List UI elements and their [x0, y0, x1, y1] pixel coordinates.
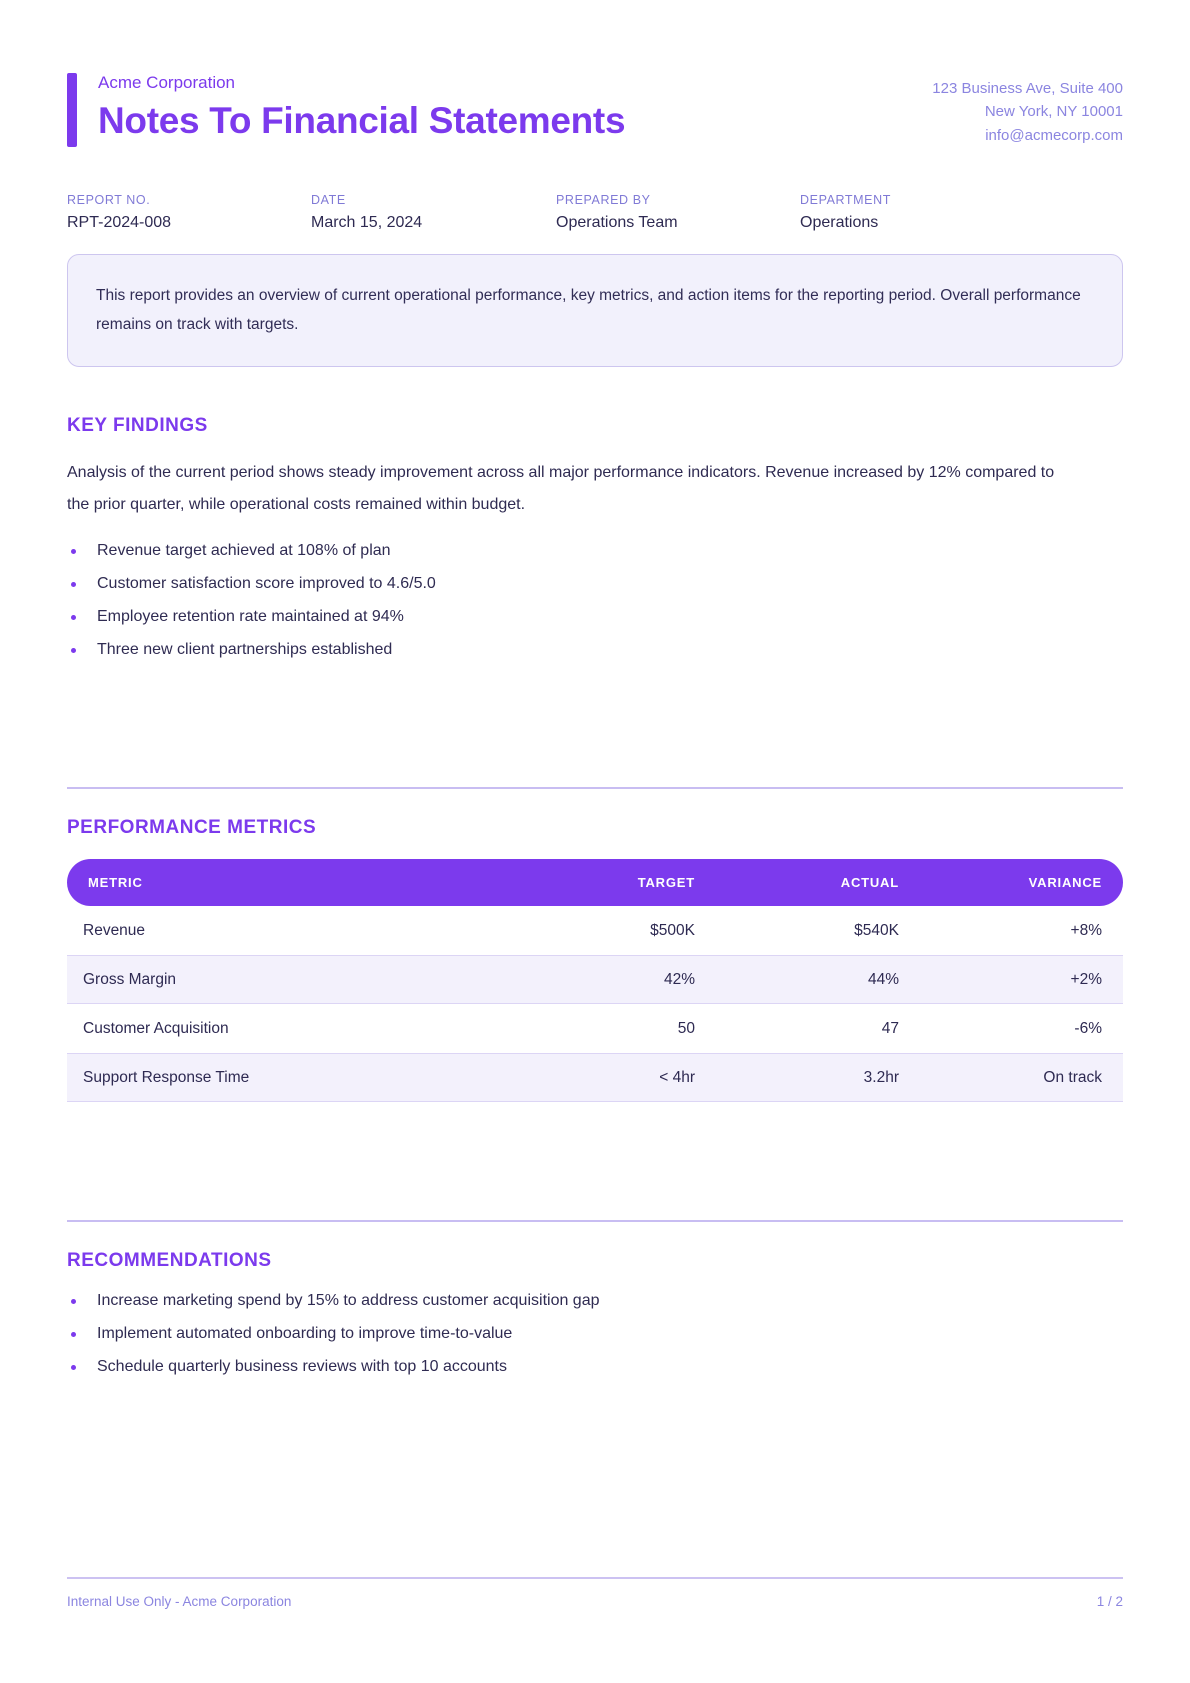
table-header-row — [67, 859, 1123, 906]
bullet-icon — [71, 582, 76, 587]
key-findings-list — [67, 542, 1123, 659]
cell-metric: Support Response Time — [83, 1068, 250, 1086]
table-row — [67, 906, 1123, 955]
column-header-target: TARGET — [637, 875, 695, 891]
section-divider — [67, 787, 1123, 789]
list-item-text: Customer satisfaction score improved to 4.6/5.0 — [97, 575, 436, 593]
address-line-email: info@acmecorp.com — [985, 126, 1123, 144]
table-row — [67, 1053, 1123, 1102]
column-header-metric: METRIC — [88, 875, 143, 891]
table-row — [67, 955, 1123, 1004]
meta-value: Operations Team — [556, 213, 678, 231]
list-item — [67, 1358, 1123, 1376]
recommendations-list — [67, 1292, 1123, 1376]
summary-box — [67, 254, 1123, 367]
list-item-text: Employee retention rate maintained at 94% — [97, 608, 404, 626]
meta-label: DATE — [311, 192, 346, 207]
cell-actual: $540K — [854, 921, 899, 939]
list-item — [67, 1292, 1123, 1310]
meta-field — [800, 193, 1123, 232]
meta-label: REPORT NO. — [67, 192, 151, 207]
meta-label: PREPARED BY — [556, 192, 651, 207]
cell-actual: 47 — [881, 1019, 899, 1037]
bullet-icon — [71, 615, 76, 620]
cell-variance: +2% — [1070, 970, 1102, 988]
cell-target: < 4hr — [659, 1068, 695, 1086]
cell-metric: Gross Margin — [83, 970, 177, 988]
meta-value: Operations — [800, 213, 879, 231]
list-item — [67, 1325, 1123, 1343]
footer-confidentiality-note: Internal Use Only - Acme Corporation — [67, 1594, 292, 1609]
section-heading-key-findings: KEY FINDINGS — [67, 414, 208, 436]
cell-actual: 3.2hr — [863, 1068, 899, 1086]
address-line-street: 123 Business Ave, Suite 400 — [932, 80, 1123, 97]
list-item-text: Implement automated onboarding to improve time-to-value — [97, 1325, 513, 1343]
list-item — [67, 575, 1123, 593]
column-header-actual: ACTUAL — [840, 875, 899, 891]
section-performance-metrics — [67, 817, 1123, 1102]
cell-metric: Revenue — [83, 921, 146, 939]
footer-page-number: 1 / 2 — [1096, 1594, 1123, 1609]
cell-actual: 44% — [867, 970, 899, 988]
bullet-icon — [71, 1299, 76, 1304]
meta-value: RPT-2024-008 — [67, 213, 172, 231]
summary-text: This report provides an overview of current operational performance, key metrics, and action items for the reporting period. Overall performance remains on track with targets. — [96, 286, 1081, 334]
meta-value: March 15, 2024 — [311, 213, 423, 231]
header-titles — [98, 73, 625, 147]
list-item-text: Increase marketing spend by 15% to address customer acquisition gap — [97, 1292, 600, 1310]
section-divider — [67, 1220, 1123, 1222]
cell-target: 50 — [677, 1019, 695, 1037]
cell-metric: Customer Acquisition — [83, 1019, 229, 1037]
list-item-text: Schedule quarterly business reviews with top 10 accounts — [97, 1358, 507, 1376]
bullet-icon — [71, 1365, 76, 1370]
report-header — [67, 73, 1123, 147]
page-title: Notes To Financial Statements — [98, 100, 626, 141]
company-name: Acme Corporation — [98, 73, 236, 92]
company-address — [932, 73, 1123, 147]
bullet-icon — [71, 648, 76, 653]
list-item — [67, 542, 1123, 560]
section-heading-recommendations: RECOMMENDATIONS — [67, 1250, 272, 1272]
meta-field — [67, 193, 311, 232]
list-item — [67, 641, 1123, 659]
column-header-variance: VARIANCE — [1028, 875, 1102, 891]
cell-variance: +8% — [1070, 921, 1102, 939]
bullet-icon — [71, 549, 76, 554]
meta-row — [67, 193, 1123, 232]
header-title-block — [67, 73, 625, 147]
key-findings-intro: Analysis of the current period shows steady improvement across all major performance indicators. Revenue increased by 12% compared to the prior quarter, while operational costs remained within budget. — [67, 463, 1055, 514]
cell-variance: On track — [1043, 1068, 1102, 1086]
list-item-text: Three new client partnerships established — [97, 641, 393, 659]
list-item — [67, 608, 1123, 626]
meta-label: DEPARTMENT — [800, 192, 891, 207]
metrics-table — [67, 859, 1123, 1102]
section-heading-performance-metrics: PERFORMANCE METRICS — [67, 817, 317, 839]
meta-field — [311, 193, 556, 232]
meta-field — [556, 193, 800, 232]
list-item-text: Revenue target achieved at 108% of plan — [97, 542, 391, 560]
page-footer — [67, 1577, 1123, 1609]
address-line-city: New York, NY 10001 — [984, 103, 1123, 121]
table-row — [67, 1004, 1123, 1053]
cell-variance: -6% — [1074, 1019, 1102, 1037]
cell-target: 42% — [663, 970, 695, 988]
section-recommendations — [67, 1250, 1123, 1376]
bullet-icon — [71, 1332, 76, 1337]
section-key-findings — [67, 415, 1123, 660]
accent-bar — [67, 73, 77, 147]
cell-target: $500K — [650, 921, 695, 939]
